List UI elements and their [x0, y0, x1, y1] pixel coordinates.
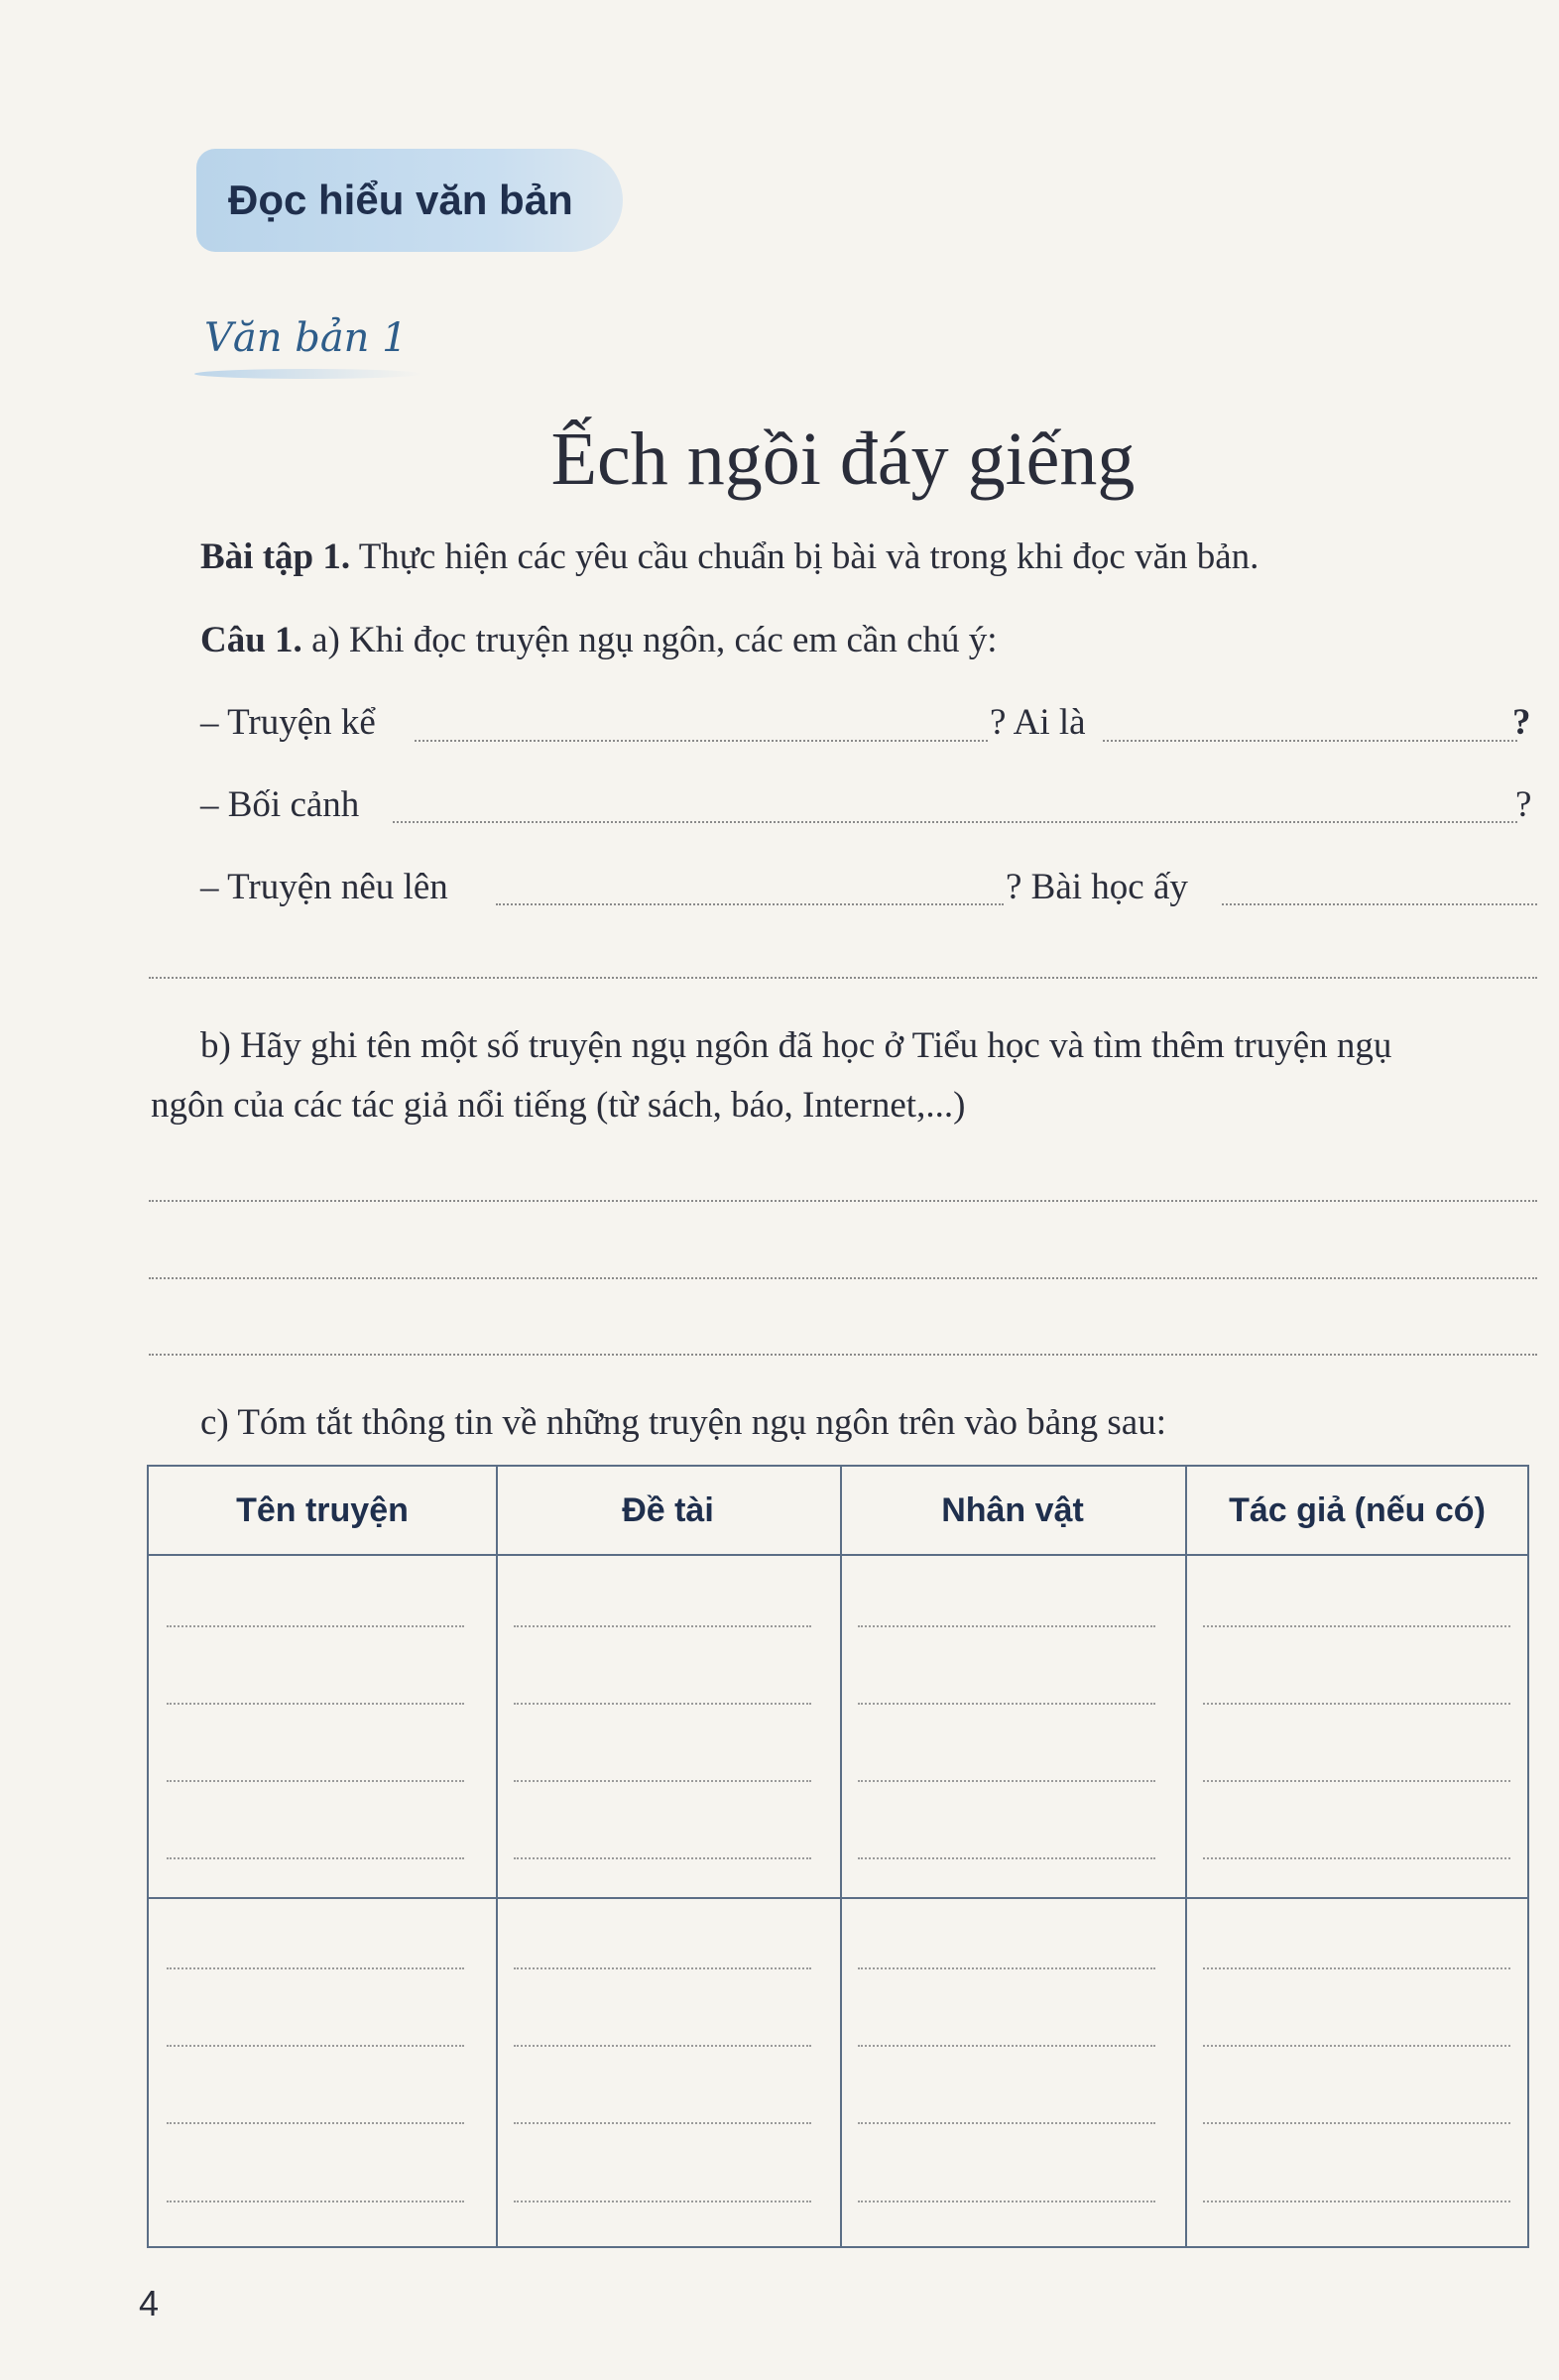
exercise-instruction: Thực hiện các yêu cầu chuẩn bị bài và trong khi đọc văn bản.	[358, 536, 1259, 577]
table-cell-line[interactable]	[858, 1780, 1155, 1782]
table-cell-line[interactable]	[514, 2201, 811, 2202]
table-cell-line[interactable]	[514, 1967, 811, 1969]
header-de-tai: Đề tài	[622, 1490, 714, 1529]
question1-part-a: a) Khi đọc truyện ngụ ngôn, các em cần chú ý:	[311, 620, 998, 660]
answer-line[interactable]	[149, 977, 1537, 979]
header-ten-truyen: Tên truyện	[236, 1490, 409, 1529]
table-cell-line[interactable]	[514, 2045, 811, 2047]
table-cell-line[interactable]	[167, 1625, 464, 1627]
item3-start: – Truyện nêu lên	[200, 867, 448, 907]
header-tac-gia: Tác giả (nếu có)	[1229, 1490, 1486, 1529]
table-cell-line[interactable]	[858, 1703, 1155, 1705]
column-divider	[1185, 1467, 1187, 2246]
summary-table	[147, 1465, 1529, 2248]
table-cell-line[interactable]	[167, 1857, 464, 1859]
table-cell-line[interactable]	[858, 2045, 1155, 2047]
answer-line[interactable]	[149, 1277, 1537, 1279]
table-cell-line[interactable]	[167, 1703, 464, 1705]
question1-line	[200, 619, 998, 661]
item2-end: ?	[1515, 784, 1532, 825]
table-cell-line[interactable]	[1203, 2045, 1510, 2047]
answer-blank[interactable]	[1222, 903, 1537, 905]
table-cell-line[interactable]	[1203, 1625, 1510, 1627]
text-label-underline	[194, 369, 422, 379]
text-label: Văn bản 1	[204, 315, 408, 361]
answer-line[interactable]	[149, 1200, 1537, 1202]
answer-blank[interactable]	[393, 821, 1517, 823]
answer-blank[interactable]	[1103, 740, 1517, 742]
table-cell-line[interactable]	[167, 1967, 464, 1969]
item3-mid: ? Bài học ấy	[1006, 867, 1188, 907]
table-cell-line[interactable]	[167, 1780, 464, 1782]
table-cell-line[interactable]	[167, 2122, 464, 2124]
table-cell-line[interactable]	[514, 1780, 811, 1782]
section-heading-tab	[196, 149, 623, 252]
part-b-line1: b) Hãy ghi tên một số truyện ngụ ngôn đã học ở Tiểu học và tìm thêm truyện ngụ	[200, 1025, 1392, 1066]
row-divider	[149, 1897, 1527, 1899]
answer-blank[interactable]	[415, 740, 988, 742]
header-divider	[149, 1554, 1527, 1556]
table-cell-line[interactable]	[514, 1625, 811, 1627]
table-cell-line[interactable]	[1203, 1703, 1510, 1705]
table-cell-line[interactable]	[858, 2122, 1155, 2124]
answer-line[interactable]	[149, 1354, 1537, 1356]
table-cell-line[interactable]	[1203, 1857, 1510, 1859]
table-cell-line[interactable]	[1203, 1967, 1510, 1969]
table-cell-line[interactable]	[1203, 1780, 1510, 1782]
question1-label: Câu 1.	[200, 620, 302, 660]
item1-start: – Truyện kể	[200, 702, 376, 743]
header-nhan-vat: Nhân vật	[941, 1490, 1084, 1529]
table-cell-line[interactable]	[167, 2045, 464, 2047]
exercise-label: Bài tập 1.	[200, 536, 351, 577]
table-cell-line[interactable]	[858, 1625, 1155, 1627]
story-title: Ếch ngồi đáy giếng	[550, 417, 1136, 501]
table-cell-line[interactable]	[514, 1857, 811, 1859]
answer-blank[interactable]	[496, 903, 1004, 905]
page-number: 4	[139, 2283, 160, 2323]
table-cell-line[interactable]	[1203, 2122, 1510, 2124]
table-cell-line[interactable]	[858, 2201, 1155, 2202]
item1-mid: ? Ai là	[990, 702, 1086, 743]
table-cell-line[interactable]	[858, 1967, 1155, 1969]
table-cell-line[interactable]	[514, 2122, 811, 2124]
item2-start: – Bối cảnh	[200, 784, 360, 825]
item1-end: ?	[1512, 702, 1531, 743]
table-cell-line[interactable]	[167, 2201, 464, 2202]
table-cell-line[interactable]	[514, 1703, 811, 1705]
table-cell-line[interactable]	[858, 1857, 1155, 1859]
table-cell-line[interactable]	[1203, 2201, 1510, 2202]
column-divider	[496, 1467, 498, 2246]
part-c-text: c) Tóm tắt thông tin về những truyện ngụ ngôn trên vào bảng sau:	[200, 1402, 1166, 1443]
exercise-line	[200, 536, 1259, 578]
part-b-line2: ngôn của các tác giả nổi tiếng (từ sách, báo, Internet,...)	[151, 1085, 966, 1126]
section-heading: Đọc hiểu văn bản	[228, 177, 573, 223]
column-divider	[840, 1467, 842, 2246]
